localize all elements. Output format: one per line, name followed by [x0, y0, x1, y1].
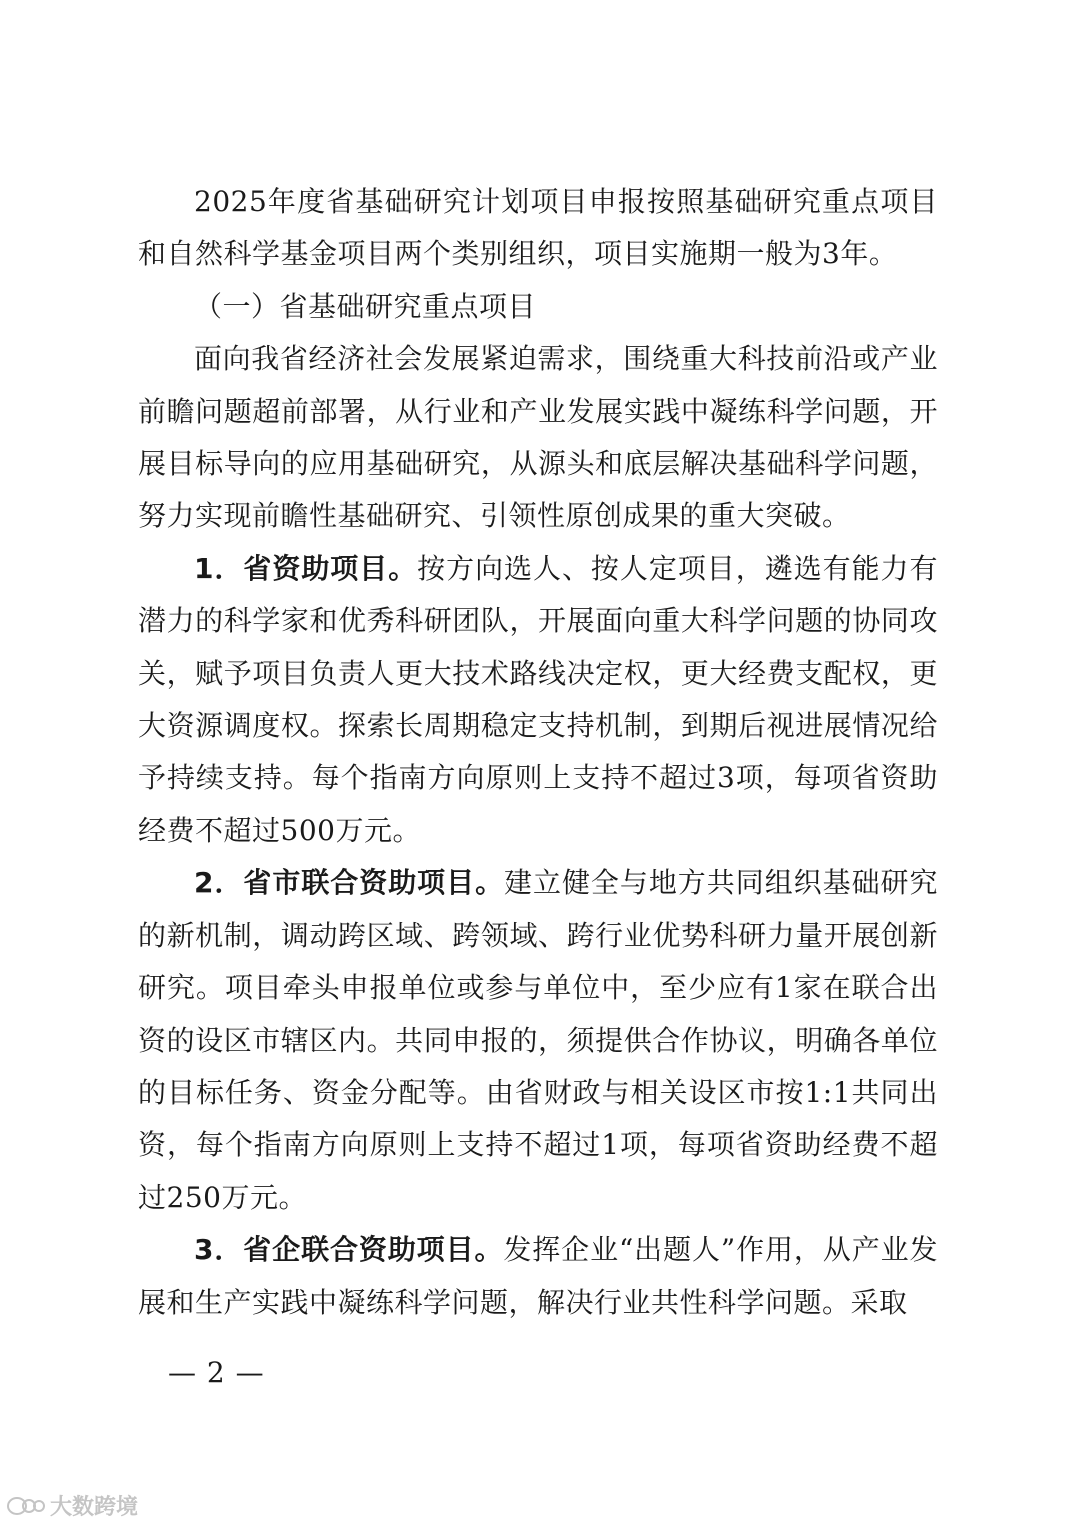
item2-title: 2．省市联合资助项目。: [194, 866, 505, 900]
item3-body: 发挥企业“出题人”作用，从产业发展和生产实践中凝练科学问题，解决行业共性科学问题。采取: [138, 1233, 938, 1319]
watermark-logo-icon: [6, 1495, 46, 1517]
intro-paragraph: 2025年度省基础研究计划项目申报按照基础研究重点项目和自然科学基金项目两个类别组织，项目实施期一般为3年。: [138, 185, 938, 271]
section-body-paragraph: 面向我省经济社会发展紧迫需求，围绕重大科技前沿或产业前瞻问题超前部署，从行业和产业发展实践中凝练科学问题，开展目标导向的应用基础研究，从源头和底层解决基础科学问题，努力实现前瞻性基础研究、引领性原创成果的重大突破。: [138, 342, 938, 533]
page-number: — 2 —: [168, 1356, 265, 1389]
item2-body: 建立健全与地方共同组织基础研究的新机制，调动跨区域、跨领域、跨行业优势科研力量开展创新研究。项目牵头申报单位或参与单位中，至少应有1家在联合出资的设区市辖区内。共同申报的，须提供合作协议，明确各单位的目标任务、资金分配等。由省财政与相关设区市按1:1共同出资，每个指南方向原则上支持不超过1项，每项省资助经费不超过250万元。: [138, 866, 938, 1214]
watermark: [6, 1490, 138, 1521]
item1-body: 按方向选人、按人定项目，遴选有能力有潜力的科学家和优秀科研团队，开展面向重大科学问题的协同攻关，赋予项目负责人更大技术路线决定权，更大经费支配权，更大资源调度权。探索长周期稳定支持机制，到期后视进展情况给予持续支持。每个指南方向原则上支持不超过3项，每项省资助经费不超过500万元。: [138, 551, 938, 847]
document-body: [138, 176, 938, 1329]
item2-paragraph: [138, 857, 938, 1224]
item1-paragraph: [138, 543, 938, 857]
watermark-text: 大数跨境: [50, 1495, 139, 1520]
item3-title: 3．省企联合资助项目。: [194, 1233, 504, 1267]
item1-title: 1．省资助项目。: [194, 551, 418, 585]
section-heading: （一）省基础研究重点项目: [194, 289, 537, 323]
item3-paragraph: [138, 1224, 938, 1329]
